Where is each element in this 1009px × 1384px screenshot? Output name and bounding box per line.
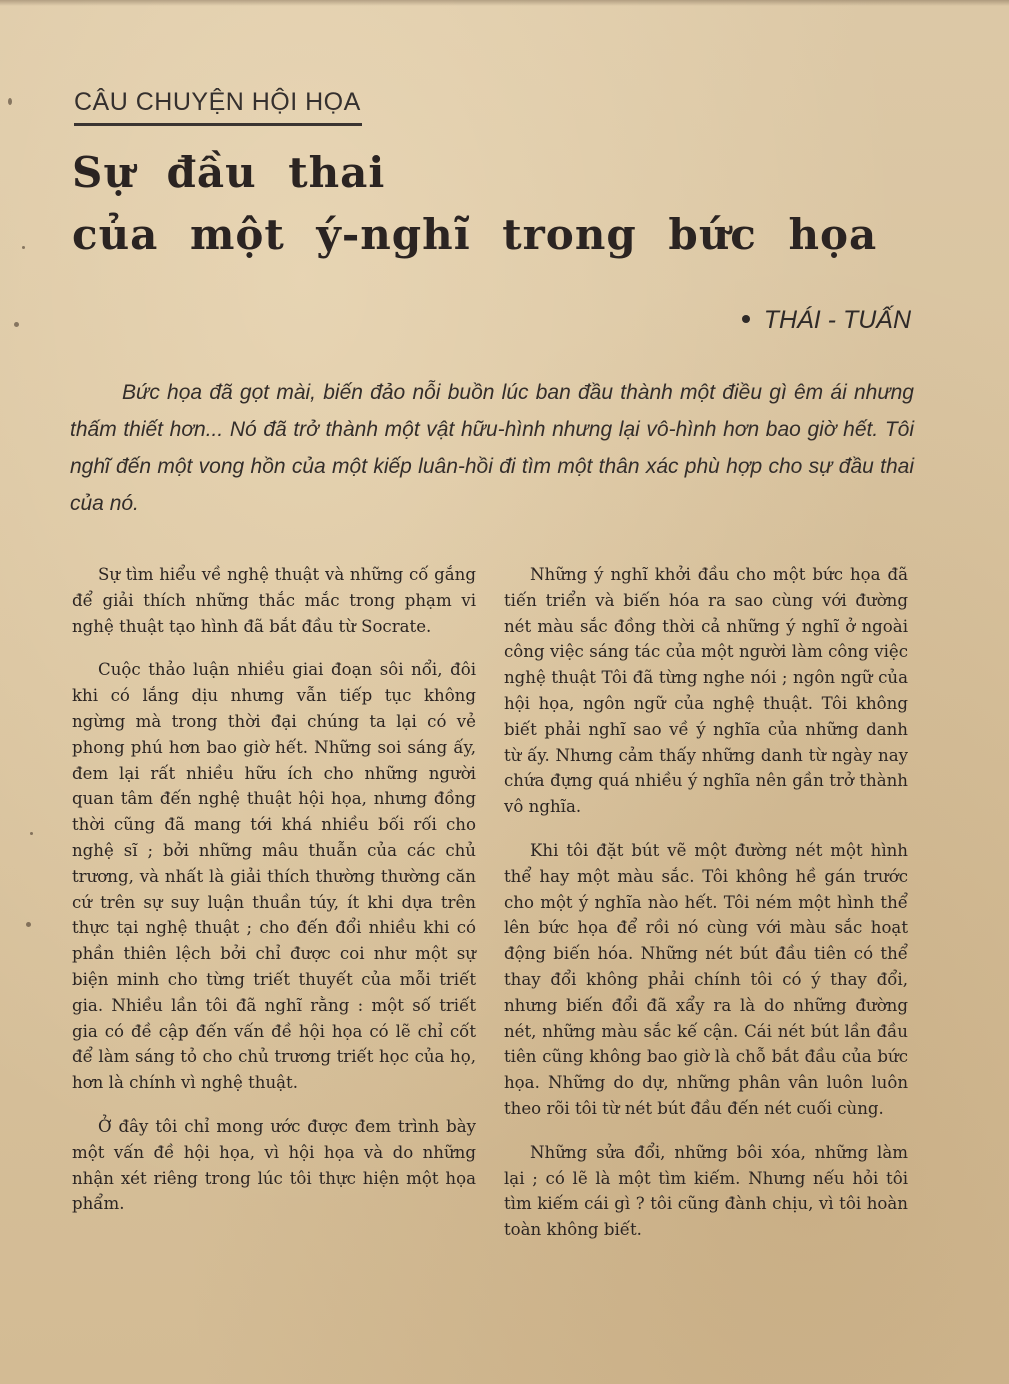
- body-paragraph: Sự tìm hiểu về nghệ thuật và những cố gắng để giải thích những thắc mắc trong phạm vi nghệ thuật tạo hình đã bắt đầu từ Socrate.: [72, 565, 476, 636]
- body-paragraph: Ở đây tôi chỉ mong ước được đem trình bày một vấn đề hội họa, vì hội họa và do những nhận xét riêng trong lúc tôi thực hiện một họa phẩm.: [72, 1116, 476, 1214]
- scan-speck: [8, 98, 12, 105]
- section-underline: [74, 123, 362, 126]
- page-top-edge: [0, 0, 1009, 6]
- author-name: THÁI - TUẤN: [763, 306, 911, 334]
- scan-speck: [26, 922, 31, 927]
- scan-speck: [30, 832, 33, 835]
- section-label: CÂU CHUYỆN HỘI HỌA: [74, 88, 361, 116]
- body-paragraph: Những ý nghĩ khởi đầu cho một bức họa đã tiến triển và biến hóa ra sao cùng với đường nét màu sắc đồng thời cả những ý nghĩ ở ngoài công việc sáng tác của một người làm công việc nghệ thuật Tôi đã từng nghe nói ; ngôn ngữ của hội họa, ngôn ngữ của nghệ thuật. Tôi không biết phải nghĩ sao về ý nghĩa của những danh từ ấy. Nhưng cảm thấy những danh từ ngày nay chứa đựng quá nhiều ý nghĩa nên gần trở thành vô nghĩa.: [504, 565, 908, 817]
- bullet-icon: [742, 315, 750, 323]
- article-title: [72, 142, 877, 266]
- author-byline: [742, 306, 911, 335]
- body-paragraph: Khi tôi đặt bút vẽ một đường nét một hình thể hay một màu sắc. Tôi không hề gán trước cho một ý nghĩa nào hết. Tôi ném một hình thể lên bức họa để rồi nó cùng với màu sắc hoạt động biến hóa. Những nét bút đầu tiên có thể thay đổi không phải chính tôi có ý thay đổi, nhưng biến đổi đã xẩy ra là do những đường nét, những màu sắc kế cận. Cái nét bút lần đầu tiên cũng không bao giờ là chỗ bắt đầu của bức họa. Những do dự, những phân vân luôn luôn theo rõi tôi từ nét bút đầu đến nét cuối cùng.: [504, 840, 908, 1118]
- body-paragraph: Cuộc thảo luận nhiều giai đoạn sôi nổi, đôi khi có lắng dịu nhưng vẫn tiếp tục không ngừng mà trong thời đại chúng ta lại có vẻ phong phú hơn bao giờ hết. Những soi sáng ấy, đem lại rất nhiều hữu ích cho những người quan tâm đến nghệ thuật hội họa, nhưng đồng thời cũng đã mang tới khá nhiều bối rối cho nghệ sĩ ; bởi những mâu thuẫn của các chủ trương, và nhất là giải thích thường thường căn cứ trên sự suy luận thuần túy, ít khi dựa trên thực tại nghệ thuật ; cho đến đổi nhiều khi có phần thiên lệch bởi chỉ được coi như một sự biện minh cho từng triết thuyết của mỗi triết gia. Nhiều lần tôi đã nghĩ rằng : một số triết gia có đề cập đến vấn đề hội họa có lẽ chỉ cốt để làm sáng tỏ cho chủ trương triết học của họ, hơn là chính vì nghệ thuật.: [72, 660, 476, 1093]
- right-column: [504, 562, 908, 1261]
- scan-speck: [22, 246, 25, 249]
- body-paragraph: Những sửa đổi, những bôi xóa, những làm lại ; có lẽ là một tìm kiếm. Nhưng nếu hỏi tôi tìm kiếm cái gì ? tôi cũng đành chịu, vì tôi hoàn toàn không biết.: [504, 1142, 908, 1240]
- scan-speck: [14, 322, 19, 327]
- lead-paragraph: Bức họa đã gọt mài, biến đảo nỗi buồn lúc ban đầu thành một điều gì êm ái nhưng thấm thiết hơn... Nó đã trở thành một vật hữu-hình nhưng lại vô-hình hơn bao giờ hết. Tôi nghĩ đến một vong hồn của một kiếp luân-hồi đi tìm một thân xác phù hợp cho sự đầu thai của nó.: [70, 381, 914, 515]
- left-column: [72, 562, 476, 1235]
- title-line-2: của một ý-nghĩ trong bức họa: [72, 210, 878, 259]
- title-line-1: Sự đầu thai: [72, 148, 386, 197]
